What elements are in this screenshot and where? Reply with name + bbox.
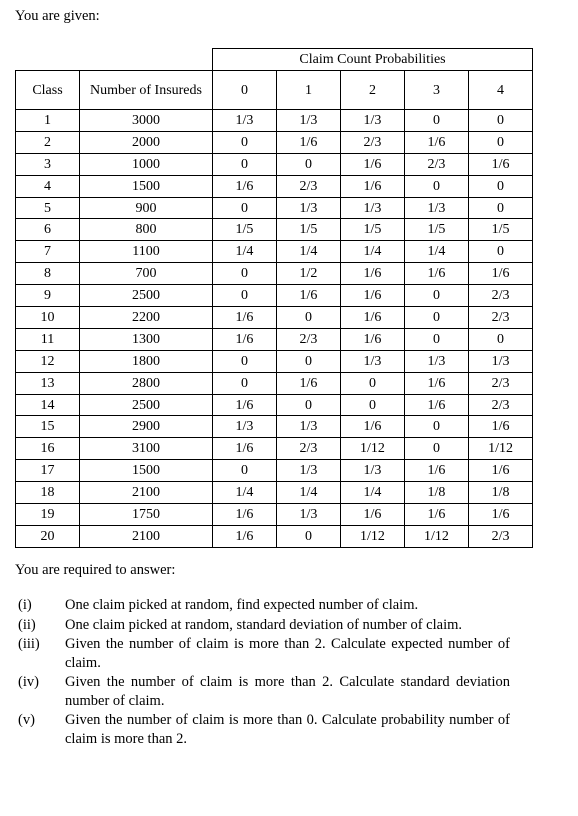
- insureds-cell: 2200: [80, 307, 213, 329]
- probability-cell: 0: [469, 131, 533, 153]
- probability-cell: 0: [213, 197, 277, 219]
- table-row: [16, 219, 533, 241]
- probability-cell: 0: [405, 175, 469, 197]
- class-cell: 20: [16, 525, 80, 547]
- probability-cell: 1/6: [469, 504, 533, 526]
- question-list: [15, 596, 510, 749]
- question-number: (iii): [18, 636, 40, 652]
- probability-cell: 0: [213, 153, 277, 175]
- class-cell: 9: [16, 285, 80, 307]
- probability-cell: 1/4: [405, 241, 469, 263]
- probability-cell: 1/5: [341, 219, 405, 241]
- class-cell: 15: [16, 416, 80, 438]
- probability-cell: 0: [469, 110, 533, 132]
- probability-cell: 0: [469, 197, 533, 219]
- question-item: [15, 711, 510, 748]
- probability-cell: 0: [341, 372, 405, 394]
- question-number: (i): [18, 597, 32, 613]
- insureds-cell: 1750: [80, 504, 213, 526]
- probability-cell: 1/6: [469, 460, 533, 482]
- count-column-header-0: 0: [213, 71, 277, 110]
- table-row: [16, 131, 533, 153]
- probability-cell: 1/4: [277, 482, 341, 504]
- insureds-column-header: Number of Insureds: [80, 71, 213, 110]
- probability-cell: 1/3: [469, 350, 533, 372]
- probability-cell: 1/6: [469, 416, 533, 438]
- class-cell: 2: [16, 131, 80, 153]
- class-cell: 14: [16, 394, 80, 416]
- question-item: [15, 616, 510, 635]
- probability-cell: 0: [341, 394, 405, 416]
- question-number: (ii): [18, 616, 36, 633]
- table-row: [16, 241, 533, 263]
- probability-cell: 2/3: [277, 438, 341, 460]
- question-number: (v): [18, 712, 35, 728]
- probability-cell: 0: [213, 263, 277, 285]
- claim-count-group-header: Claim Count Probabilities: [213, 49, 533, 71]
- probability-cell: 1/3: [277, 460, 341, 482]
- probability-cell: 2/3: [341, 131, 405, 153]
- probability-cell: 1/6: [405, 460, 469, 482]
- insureds-cell: 2100: [80, 525, 213, 547]
- class-cell: 1: [16, 110, 80, 132]
- insureds-cell: 700: [80, 263, 213, 285]
- insureds-cell: 2500: [80, 394, 213, 416]
- table-row: [16, 153, 533, 175]
- probability-cell: 1/6: [213, 307, 277, 329]
- probability-cell: 1/6: [405, 131, 469, 153]
- class-cell: 17: [16, 460, 80, 482]
- probability-cell: 1/6: [277, 372, 341, 394]
- class-cell: 5: [16, 197, 80, 219]
- probability-cell: 2/3: [469, 307, 533, 329]
- question-item: [15, 596, 510, 615]
- probability-cell: 1/4: [341, 482, 405, 504]
- probability-cell: 1/3: [277, 197, 341, 219]
- probability-cell: 0: [277, 350, 341, 372]
- probability-cell: 1/6: [341, 263, 405, 285]
- probability-cell: 1/12: [469, 438, 533, 460]
- probability-cell: 2/3: [469, 285, 533, 307]
- table-row: [16, 175, 533, 197]
- probability-cell: 0: [405, 307, 469, 329]
- probability-cell: 1/8: [405, 482, 469, 504]
- probability-cell: 0: [277, 525, 341, 547]
- probability-cell: 0: [277, 307, 341, 329]
- probability-cell: 0: [277, 394, 341, 416]
- class-cell: 3: [16, 153, 80, 175]
- table-row: [16, 350, 533, 372]
- probability-cell: 0: [213, 460, 277, 482]
- probability-cell: 1/6: [213, 504, 277, 526]
- probability-cell: 0: [213, 285, 277, 307]
- insureds-cell: 1500: [80, 460, 213, 482]
- probability-cell: 1/3: [341, 110, 405, 132]
- table-row: [16, 263, 533, 285]
- insureds-cell: 1000: [80, 153, 213, 175]
- table-row: [16, 525, 533, 547]
- probability-cell: 1/6: [405, 372, 469, 394]
- probability-cell: 2/3: [469, 394, 533, 416]
- probability-cell: 1/4: [341, 241, 405, 263]
- probability-cell: 1/5: [277, 219, 341, 241]
- question-text: One claim picked at random, standard deviation of number of claim.: [65, 616, 463, 633]
- probability-cell: 1/6: [469, 263, 533, 285]
- question-item: [15, 635, 510, 672]
- insureds-cell: 2000: [80, 131, 213, 153]
- probability-cell: 1/6: [341, 328, 405, 350]
- probability-cell: 1/12: [341, 525, 405, 547]
- insureds-cell: 2100: [80, 482, 213, 504]
- claim-probability-table: [15, 48, 533, 548]
- table-row: [16, 482, 533, 504]
- probability-cell: 0: [213, 131, 277, 153]
- insureds-cell: 2800: [80, 372, 213, 394]
- required-text: You are required to answer:: [15, 562, 176, 578]
- probability-cell: 1/6: [469, 153, 533, 175]
- probability-cell: 1/6: [341, 153, 405, 175]
- class-cell: 19: [16, 504, 80, 526]
- insureds-cell: 2500: [80, 285, 213, 307]
- insureds-cell: 900: [80, 197, 213, 219]
- question-item: [15, 673, 510, 710]
- question-text: Given the number of claim is more than 2. Calculate standard deviation number of claim.: [65, 674, 510, 709]
- probability-cell: 1/3: [341, 197, 405, 219]
- probability-cell: 0: [213, 350, 277, 372]
- probability-cell: 1/3: [277, 110, 341, 132]
- probability-cell: 1/3: [213, 110, 277, 132]
- table-row: [16, 110, 533, 132]
- question-number: (iv): [18, 674, 39, 690]
- class-cell: 13: [16, 372, 80, 394]
- class-cell: 12: [16, 350, 80, 372]
- class-cell: 18: [16, 482, 80, 504]
- probability-cell: 1/6: [277, 285, 341, 307]
- count-column-header-2: 2: [341, 71, 405, 110]
- table-row: [16, 416, 533, 438]
- table-row: [16, 197, 533, 219]
- probability-cell: 1/6: [341, 416, 405, 438]
- probability-cell: 0: [469, 175, 533, 197]
- probability-cell: 2/3: [405, 153, 469, 175]
- probability-cell: 0: [213, 372, 277, 394]
- count-column-header-1: 1: [277, 71, 341, 110]
- class-cell: 6: [16, 219, 80, 241]
- probability-cell: 1/3: [341, 460, 405, 482]
- probability-cell: 1/6: [341, 285, 405, 307]
- probability-cell: 2/3: [277, 328, 341, 350]
- probability-cell: 0: [277, 153, 341, 175]
- probability-cell: 1/4: [213, 241, 277, 263]
- probability-cell: 1/4: [213, 482, 277, 504]
- probability-cell: 1/5: [469, 219, 533, 241]
- probability-cell: 0: [405, 416, 469, 438]
- table-row: [16, 307, 533, 329]
- probability-cell: 1/6: [341, 175, 405, 197]
- probability-cell: 0: [405, 110, 469, 132]
- probability-cell: 1/5: [405, 219, 469, 241]
- class-cell: 4: [16, 175, 80, 197]
- probability-cell: 1/3: [341, 350, 405, 372]
- insureds-cell: 800: [80, 219, 213, 241]
- probability-cell: 1/3: [277, 504, 341, 526]
- insureds-cell: 2900: [80, 416, 213, 438]
- probability-cell: 2/3: [469, 525, 533, 547]
- class-cell: 8: [16, 263, 80, 285]
- insureds-cell: 1100: [80, 241, 213, 263]
- probability-cell: 1/6: [341, 307, 405, 329]
- probability-cell: 1/6: [277, 131, 341, 153]
- class-cell: 7: [16, 241, 80, 263]
- table-row: [16, 460, 533, 482]
- probability-cell: 2/3: [277, 175, 341, 197]
- insureds-cell: 3100: [80, 438, 213, 460]
- probability-cell: 1/6: [213, 175, 277, 197]
- probability-cell: 0: [469, 241, 533, 263]
- probability-cell: 1/5: [213, 219, 277, 241]
- probability-cell: 1/3: [405, 197, 469, 219]
- probability-cell: 1/3: [213, 416, 277, 438]
- intro-text: You are given:: [15, 8, 100, 24]
- probability-cell: 1/6: [213, 438, 277, 460]
- insureds-cell: 3000: [80, 110, 213, 132]
- class-cell: 16: [16, 438, 80, 460]
- table-row: [16, 438, 533, 460]
- probability-cell: 1/12: [405, 525, 469, 547]
- table-row: [16, 285, 533, 307]
- class-column-header: Class: [16, 71, 80, 110]
- insureds-cell: 1800: [80, 350, 213, 372]
- probability-cell: 1/8: [469, 482, 533, 504]
- probability-cell: 1/2: [277, 263, 341, 285]
- probability-cell: 1/6: [213, 394, 277, 416]
- table-row: [16, 394, 533, 416]
- count-column-header-3: 3: [405, 71, 469, 110]
- question-text: One claim picked at random, find expected number of claim.: [65, 597, 419, 613]
- probability-cell: 1/6: [341, 504, 405, 526]
- probability-cell: 2/3: [469, 372, 533, 394]
- probability-cell: 0: [405, 285, 469, 307]
- table-row: [16, 372, 533, 394]
- insureds-cell: 1300: [80, 328, 213, 350]
- probability-cell: 1/4: [277, 241, 341, 263]
- insureds-cell: 1500: [80, 175, 213, 197]
- probability-cell: 1/6: [213, 328, 277, 350]
- table-row: [16, 328, 533, 350]
- table-row: [16, 504, 533, 526]
- probability-cell: 0: [405, 328, 469, 350]
- probability-cell: 0: [405, 438, 469, 460]
- probability-cell: 1/6: [405, 394, 469, 416]
- probability-cell: 0: [469, 328, 533, 350]
- class-cell: 10: [16, 307, 80, 329]
- question-text: Given the number of claim is more than 0. Calculate probability number of claim is more than 2.: [65, 712, 510, 747]
- question-text: Given the number of claim is more than 2. Calculate expected number of claim.: [65, 636, 510, 671]
- probability-cell: 1/6: [213, 525, 277, 547]
- probability-cell: 1/12: [341, 438, 405, 460]
- probability-cell: 1/6: [405, 504, 469, 526]
- probability-cell: 1/3: [277, 416, 341, 438]
- probability-cell: 1/6: [405, 263, 469, 285]
- class-cell: 11: [16, 328, 80, 350]
- probability-cell: 1/3: [405, 350, 469, 372]
- count-column-header-4: 4: [469, 71, 533, 110]
